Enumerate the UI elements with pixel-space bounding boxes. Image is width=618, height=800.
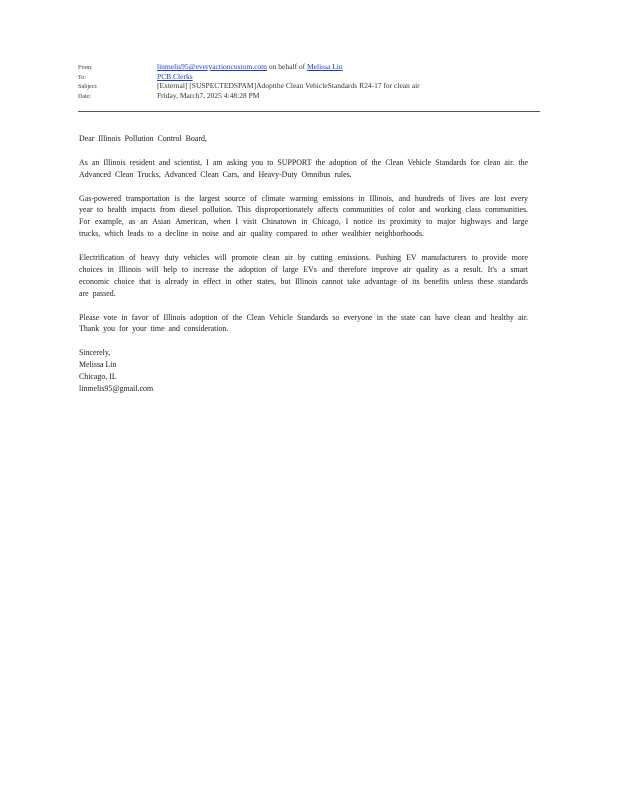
date-label: Date: bbox=[78, 93, 91, 100]
paragraph-request: Please vote in favor of Illinois adoption of the Clean Vehicle Standards so everyone in the state can have clean and healthy air. Thank you for your time and consideration. bbox=[79, 312, 528, 334]
signature-block bbox=[79, 347, 528, 395]
from-connector: on behalf of bbox=[268, 62, 306, 71]
signature-email: linmelis95@gmail.com bbox=[79, 383, 154, 393]
date-value: Friday, March7, 2025 4:48:28 PM bbox=[157, 90, 260, 100]
subject-value: [External] [SUSPECTEDSPAM]Adoptthe Clean VehicleStandards R24-17 for clean air bbox=[157, 81, 420, 90]
closing: Sincerely, bbox=[79, 348, 111, 358]
to-label: To: bbox=[78, 74, 86, 81]
to-row bbox=[78, 72, 546, 82]
header-divider bbox=[78, 111, 540, 112]
from-row bbox=[78, 62, 546, 72]
paragraph-electrification: Electrification of heavy duty vehicles will promote clean air by cutting emissions. Pushing EV manufacturers to provide more choices in Illinois will help to increase the adoption of large EVs and therefore improve air quality as a result. It's a smart economic choice that is already in effect in other states, but Illinois cannot take advantage of its benefits unless these standards are passed. bbox=[79, 253, 528, 298]
paragraph-emissions: Gas-powered transportation is the largest source of climate warming emissions in Illinois, and hundreds of lives are lost every year to health impacts from diesel pollution. This disproportionately affects communities of color and working class communities. For example, as an Asian American, when I visit Chinatown in Chicago, I notice its proximity to major highways and large trucks, which leads to a decline in noise and air quality compared to other wealthier neighborhoods. bbox=[79, 193, 528, 239]
email-header bbox=[78, 62, 546, 100]
from-value bbox=[157, 62, 343, 71]
paragraph-support: As an Illinois resident and scientist, I am asking you to SUPPORT the adoption of the Clean Vehicle Standards for clean air. the Advanced Clean Trucks, Advanced Clean Cars, and Heavy-Duty Omnibus rules. bbox=[79, 157, 528, 179]
date-row bbox=[78, 91, 546, 101]
letter-body bbox=[79, 133, 528, 395]
subject-row bbox=[78, 81, 546, 91]
from-label: From: bbox=[78, 65, 93, 71]
signature-name: Melissa Lin bbox=[79, 360, 117, 370]
signature-location: Chicago, IL bbox=[79, 372, 117, 382]
to-link[interactable]: PCB.Clerks bbox=[157, 71, 193, 81]
from-name-link[interactable]: Melissa Lin bbox=[307, 62, 343, 71]
from-email-link[interactable]: linmelis95@everyactioncustom.com bbox=[157, 62, 268, 71]
subject-label: Subject: bbox=[78, 84, 98, 90]
salutation: Dear Illinois Pollution Control Board, bbox=[79, 134, 207, 143]
